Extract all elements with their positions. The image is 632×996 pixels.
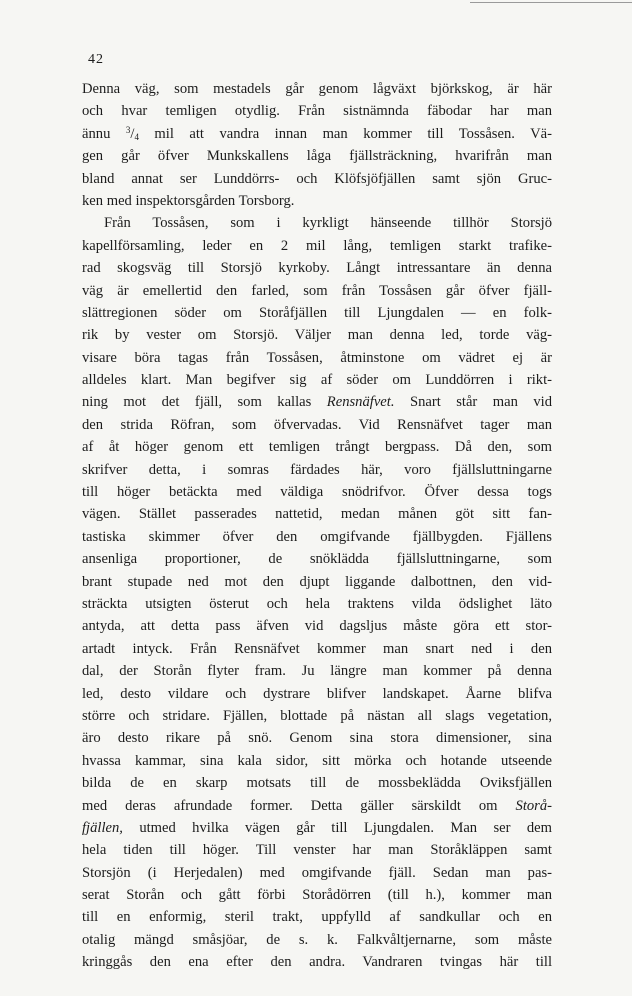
text-line [82,257,552,279]
text-run: gen går öfver Munkskallens låga fjällsträckning, hvarifrån man [82,148,552,165]
fraction-part: 3 [125,124,131,135]
italic-text: Storå- [515,797,552,814]
text-line [82,324,552,346]
body-text [82,78,552,974]
text-line [82,459,552,481]
fraction-part: 4 [134,131,139,142]
text-line [82,727,552,749]
text-run: ken med inspektorsgården Torsborg. [82,192,295,209]
text-run: äro desto rikare på snö. Genom sina stora dimensioner, sina [82,730,552,747]
text-run: sträckta utsigten österut och hela traktens vilda ödslighet läto [82,595,552,612]
text-run: ännu [82,125,126,142]
text-run: serat Storån och gått förbi Storådörren (till h.), kommer man [82,887,552,904]
text-line [82,817,552,839]
text-run: rad skogsväg till Storsjö kyrkoby. Långt intressantare än denna [82,260,552,277]
text-line [82,862,552,884]
text-line [82,168,552,190]
text-run: och hvar temligen otydlig. Från sistnämnda fäbodar har man [82,103,552,120]
text-run: kringgås den ena efter den andra. Vandraren tvingas här till [82,954,552,971]
text-run: med deras afrundade former. Detta gäller särskildt om [82,797,516,814]
text-run: utmed hvilka vägen går till Ljungdalen. Man ser dem [122,819,552,836]
text-run: bilda de en skarp motsats till de mossbeklädda Oviksfjällen [82,775,552,792]
text-run: hvassa kammar, sina kala sidor, sitt mörka och hotande utseende [82,752,552,769]
text-run: väg är emellertid den farled, som från Tossåsen går öfver fjäll- [82,282,552,299]
text-run: kapellförsamling, leder en 2 mil lång, temligen starkt trafike- [82,237,552,254]
text-run: dal, der Storån flyter fram. Ju längre man kommer på denna [82,663,552,680]
text-line [82,302,552,324]
text-line [82,280,552,302]
text-line [82,190,552,212]
text-line [82,839,552,861]
text-line [82,235,552,257]
text-run: större och stridare. Fjällen, blottade på nästan all slags vegetation, [82,707,552,724]
text-line [82,503,552,525]
text-run: rik by vester om Storsjö. Väljer man denna led, torde väg- [82,327,552,344]
italic-text: fjällen, [82,819,123,836]
text-line [82,638,552,660]
text-line [82,414,552,436]
text-run: artadt intyck. Från Rensnäfvet kommer man snart ned i den [82,640,552,657]
text-run: Denna väg, som mestadels går genom lågväxt björkskog, är här [82,81,552,97]
text-line [82,347,552,369]
text-line [82,660,552,682]
text-run: mil att vandra innan man kommer till Tossåsen. Vä- [138,125,552,142]
text-run: slättregionen söder om Storåfjällen till Ljungdalen — en folk- [82,304,552,321]
text-run: brant stupade ned mot den djupt liggande dalbottnen, den vid- [82,573,552,590]
text-run: hela tiden till höger. Till venster har man Storåkläppen samt [82,842,552,859]
text-run: visare böra tagas från Tossåsen, åtminstone om vädret ej är [82,349,552,366]
text-run: till höger betäckta med väldiga snödrifvor. Öfver dessa togs [82,484,552,501]
text-line [82,391,552,413]
text-run: vägen. Stället passerades nattetid, medan månen göt sitt fan- [82,506,552,523]
text-run: alldeles klart. Man begifver sig af söder om Lunddörren i rikt- [82,372,552,389]
text-run: tastiska skimmer öfver den omgifvande fjällbygden. Fjällens [82,528,552,545]
italic-text: Rensnäfvet. [326,394,395,411]
text-line [82,571,552,593]
text-line [82,481,552,503]
text-line [82,369,552,391]
text-run: led, desto vildare och dystrare blifver landskapet. Åarne blifva [82,685,552,702]
text-line [82,212,552,234]
text-run: ansenliga proportioner, de snöklädda fjällsluttningarne, som [82,551,552,568]
text-line [82,123,552,145]
text-line [82,615,552,637]
text-line [82,929,552,951]
text-line [82,750,552,772]
text-run: Storsjön (i Herjedalen) med omgifvande fjäll. Sedan man pas- [82,864,552,881]
text-run: otalig mängd småsjöar, de s. k. Falkvåltjernarne, som måste [82,931,552,948]
text-line [82,526,552,548]
text-run: Från Tossåsen, som i kyrkligt hänseende tillhör Storsjö [104,215,552,232]
text-run: den strida Röfran, som öfvervadas. Vid Rensnäfvet tager man [82,416,552,433]
text-line [82,593,552,615]
text-run: till en enformig, steril trakt, uppfylld af sandkullar och en [82,909,552,926]
top-edge-rule [470,2,632,3]
text-line [82,436,552,458]
text-line [82,705,552,727]
text-line [82,906,552,928]
text-line [82,951,552,973]
text-run: ning mot det fjäll, som kallas [82,394,327,411]
text-line [82,795,552,817]
text-run: skrifver detta, i somras färdades här, voro fjällsluttningarne [82,461,552,478]
text-run: antyda, att detta pass äfven vid dagsljus måste göra ett stor- [82,618,552,635]
text-line [82,78,552,100]
text-line [82,100,552,122]
text-line [82,548,552,570]
text-line [82,145,552,167]
text-line [82,683,552,705]
text-line [82,884,552,906]
text-run: bland annat ser Lunddörrs- och Klöfsjöfjällen samt sjön Gruc- [82,170,552,187]
text-run: / [130,125,135,142]
page-number: 42 [88,52,104,67]
text-run: Snart står man vid [394,394,552,411]
text-run: af åt höger genom ett temligen trångt bergpass. Då den, som [82,439,552,456]
text-line [82,772,552,794]
